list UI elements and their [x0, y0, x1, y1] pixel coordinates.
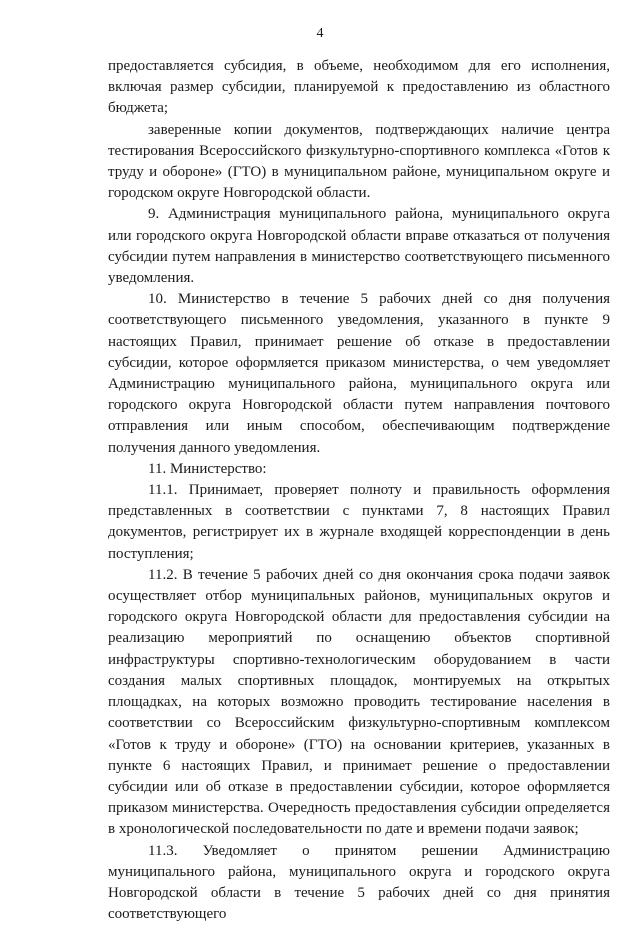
- paragraph-clause-11-3: 11.3. Уведомляет о принятом решении Администрацию муниципального района, муниципального округа и городского округа Новгородской области в течение 5 рабочих дней со дня принятия соответствующего: [108, 842, 610, 923]
- paragraph-clause-11-2: 11.2. В течение 5 рабочих дней со дня окончания срока подачи заявок осуществляет отбор муниципальных районов, муниципальных округов и городского округа Новгородской области для предоставления субсидии на реализацию мероприятий по оснащению объектов спортивной инфраструктуры спортивно-технологическим оборудованием в части создания малых спортивных площадок, монтируемых на открытых площадках, на которых возможно проводить тестирование населения в соответствии со Всероссийским физкультурно-спортивным комплексом «Готов к труду и обороне» (ГТО) на основании критериев, указанных в пункте 6 настоящих Правил, и принимает решение о предоставлении субсидии или об отказе в предоставлении субсидии, которое оформляется приказом министерства. Очередность предоставления субсидии определяется в хронологической последовательности по дате и времени подачи заявок;: [108, 566, 610, 838]
- paragraph-clause-9: 9. Администрация муниципального района, муниципального округа или городского округа Новгородской области вправе отказаться от получения субсидии путем направления в министерство соответствующего письменного уведомления.: [108, 206, 610, 287]
- paragraph-clause-11: 11. Министерство:: [148, 460, 267, 477]
- paragraph-clause-10: 10. Министерство в течение 5 рабочих дней со дня получения соответствующего письменного уведомления, указанного в пункте 9 настоящих Правил, принимает решение об отказе в предоставлении субсидии, которое оформляется приказом министерства, о чем уведомляет Администрацию муниципального района, муниципального округа или городского округа Новгородской области путем направления почтового отправления или иным способом, обеспечивающим подтверждение получения данного уведомления.: [108, 291, 610, 456]
- paragraph-gto-documents: заверенные копии документов, подтверждающих наличие центра тестирования Всероссийского физкультурно-спортивного комплекса «Готов к труду и обороне» (ГТО) в муниципальном районе, муниципальном округе и городском округе Новгородской области.: [108, 121, 610, 202]
- page-number: 4: [316, 26, 324, 41]
- document-body: [108, 56, 610, 925]
- paragraph-clause-11-1: 11.1. Принимает, проверяет полноту и правильность оформления представленных в соответствии с пунктами 7, 8 настоящих Правил документов, регистрирует их в журнале входящей корреспонденции в день поступления;: [108, 482, 610, 562]
- paragraph-continuation: предоставляется субсидия, в объеме, необходимом для его исполнения, включая размер субсидии, планируемой к предоставлению из областного бюджета;: [108, 58, 610, 117]
